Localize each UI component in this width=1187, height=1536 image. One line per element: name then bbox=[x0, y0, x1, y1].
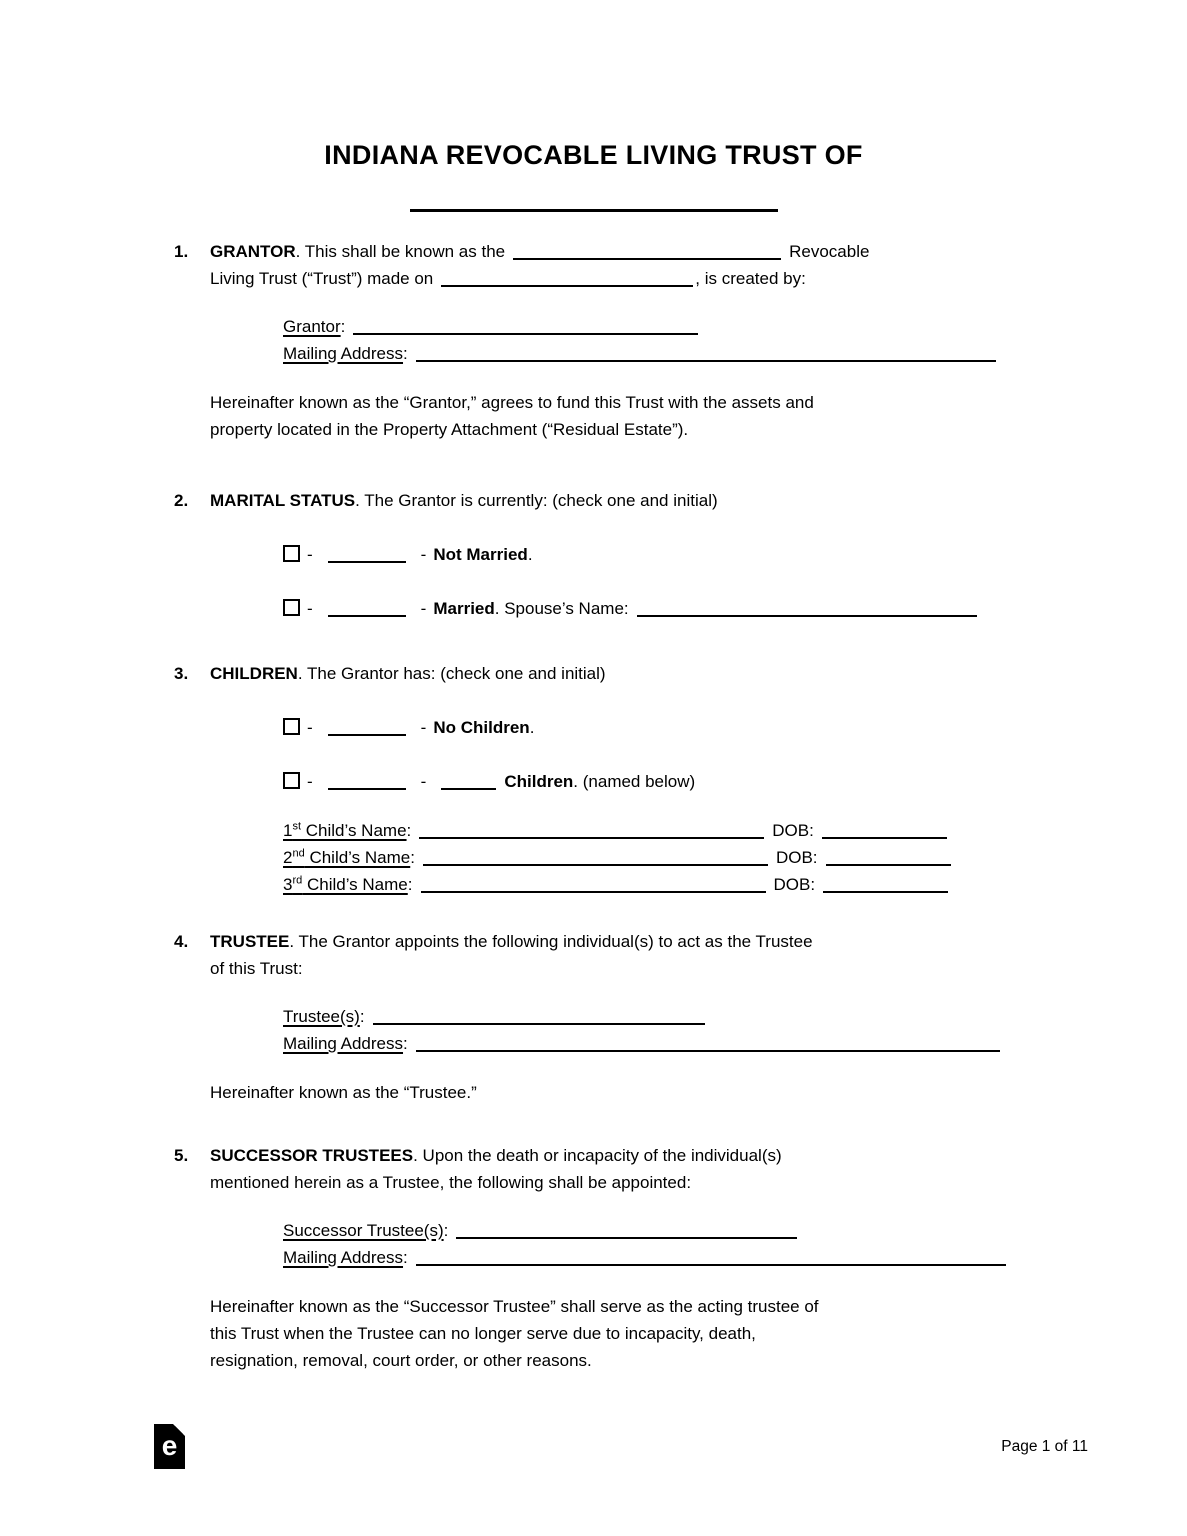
section-grantor bbox=[174, 238, 1187, 443]
text-run: , is created by: bbox=[695, 269, 806, 288]
children-name-rows bbox=[283, 817, 1090, 898]
paragraph bbox=[210, 389, 1090, 443]
eforms-logo-icon bbox=[154, 1424, 185, 1469]
text-line: resignation, removal, court order, or other reasons. bbox=[210, 1351, 592, 1370]
text-run: . bbox=[529, 718, 535, 737]
mailing-address-label: Mailing Address bbox=[283, 344, 404, 363]
child-3-name-blank[interactable] bbox=[421, 877, 766, 893]
text-line: of this Trust: bbox=[210, 959, 303, 978]
successor-trustee-label: Successor Trustee(s) bbox=[283, 1221, 444, 1240]
successor-trustee-field-row bbox=[283, 1217, 1090, 1244]
section-body bbox=[210, 487, 1090, 622]
trustee-name-blank[interactable] bbox=[373, 1009, 705, 1025]
colon: : bbox=[359, 1007, 365, 1026]
text-line: Hereinafter known as the “Successor Trustee” shall serve as the acting trustee of bbox=[210, 1297, 819, 1316]
grantor-mailing-address-blank[interactable] bbox=[416, 346, 996, 362]
label-text: Child’s Name bbox=[304, 848, 411, 867]
colon: : bbox=[406, 821, 412, 840]
text-run: . The Grantor appoints the following individual(s) to act as the Trustee bbox=[289, 932, 813, 951]
child-row bbox=[283, 817, 1090, 844]
text-line bbox=[210, 238, 1090, 265]
section-heading: CHILDREN bbox=[210, 664, 298, 683]
ordinal: 2 bbox=[283, 848, 293, 867]
text-line bbox=[210, 660, 1090, 687]
dash: - bbox=[420, 772, 427, 791]
section-heading: SUCCESSOR TRUSTEES bbox=[210, 1146, 414, 1165]
successor-mailing-address-blank[interactable] bbox=[416, 1250, 1006, 1266]
no-children-option-row bbox=[283, 714, 1090, 741]
page-number: Page 1 of 11 bbox=[1001, 1438, 1088, 1455]
child-row bbox=[283, 844, 1090, 871]
child-1-label bbox=[283, 821, 407, 840]
paragraph bbox=[210, 1079, 1090, 1106]
married-checkbox[interactable] bbox=[283, 599, 300, 616]
text-run: . The Grantor has: (check one and initial) bbox=[297, 664, 606, 683]
not-married-checkbox[interactable] bbox=[283, 545, 300, 562]
section-body bbox=[210, 660, 1090, 898]
section-body bbox=[210, 238, 1090, 443]
child-3-dob-blank[interactable] bbox=[823, 877, 948, 893]
dash: - bbox=[307, 718, 313, 737]
section-successor-trustees bbox=[174, 1142, 1187, 1374]
ordinal: 3 bbox=[283, 875, 293, 894]
child-2-dob-blank[interactable] bbox=[826, 850, 951, 866]
mailing-address-label: Mailing Address bbox=[283, 1248, 404, 1267]
colon: : bbox=[443, 1221, 449, 1240]
no-children-initials-blank[interactable] bbox=[328, 720, 406, 736]
section-marital-status bbox=[174, 487, 1187, 622]
text-run: . This shall be known as the bbox=[295, 242, 506, 261]
married-initials-blank[interactable] bbox=[328, 601, 406, 617]
child-1-name-blank[interactable] bbox=[419, 823, 764, 839]
dob-label: DOB: bbox=[775, 848, 818, 867]
section-number: 4. bbox=[174, 932, 189, 951]
field-group bbox=[283, 313, 1090, 367]
children-initials-blank[interactable] bbox=[328, 774, 406, 790]
ordinal: 1 bbox=[283, 821, 293, 840]
text-run: . bbox=[527, 545, 533, 564]
section-heading: GRANTOR bbox=[210, 242, 296, 261]
label-text: Child’s Name bbox=[301, 821, 407, 840]
colon: : bbox=[340, 317, 346, 336]
section-children bbox=[174, 660, 1187, 898]
dash: - bbox=[420, 545, 427, 564]
child-1-dob-blank[interactable] bbox=[822, 823, 947, 839]
child-2-label bbox=[283, 848, 410, 867]
section-heading: MARITAL STATUS bbox=[210, 491, 356, 510]
mailing-address-label: Mailing Address bbox=[283, 1034, 404, 1053]
text-line bbox=[210, 928, 1090, 955]
colon: : bbox=[403, 344, 408, 363]
trust-name-blank[interactable] bbox=[410, 209, 778, 212]
grantor-label: Grantor bbox=[283, 317, 341, 336]
child-row bbox=[283, 871, 1090, 898]
children-option-row bbox=[283, 768, 1090, 795]
married-option-row bbox=[283, 595, 1090, 622]
not-married-label: Not Married bbox=[433, 545, 528, 564]
grantor-field-row bbox=[283, 313, 1090, 340]
married-label: Married bbox=[433, 599, 495, 618]
children-label: Children bbox=[504, 772, 574, 791]
paragraph bbox=[210, 1293, 1090, 1374]
grantor-name-blank[interactable] bbox=[353, 319, 698, 335]
mailing-address-field-row bbox=[283, 1030, 1090, 1057]
logo-letter: e bbox=[161, 1430, 178, 1461]
trustee-label: Trustee(s) bbox=[283, 1007, 360, 1026]
ordinal-suffix: nd bbox=[292, 847, 305, 860]
dash: - bbox=[307, 545, 313, 564]
spouse-name-blank[interactable] bbox=[637, 601, 977, 617]
section-body bbox=[210, 1142, 1090, 1374]
colon: : bbox=[403, 1034, 408, 1053]
text-run: . Upon the death or incapacity of the individual(s) bbox=[413, 1146, 782, 1165]
colon: : bbox=[403, 1248, 408, 1267]
dash: - bbox=[307, 772, 313, 791]
mailing-address-field-row bbox=[283, 1244, 1090, 1271]
section-trustee bbox=[174, 928, 1187, 1106]
text-run: Living Trust (“Trust”) made on bbox=[210, 269, 434, 288]
colon: : bbox=[407, 875, 413, 894]
label-text: Child’s Name bbox=[302, 875, 408, 894]
field-group bbox=[283, 1217, 1090, 1271]
dash: - bbox=[420, 718, 427, 737]
child-3-label bbox=[283, 875, 408, 894]
dash: - bbox=[307, 599, 313, 618]
text-line: Hereinafter known as the “Trustee.” bbox=[210, 1083, 477, 1102]
dob-label: DOB: bbox=[772, 821, 814, 840]
trust-date-blank[interactable] bbox=[441, 271, 693, 287]
section-number: 1. bbox=[174, 242, 189, 261]
no-children-label: No Children bbox=[433, 718, 530, 737]
dash: - bbox=[420, 599, 427, 618]
text-line: mentioned herein as a Trustee, the following shall be appointed: bbox=[210, 1173, 692, 1192]
not-married-option-row bbox=[283, 541, 1090, 568]
text-line: property located in the Property Attachment (“Residual Estate”). bbox=[210, 420, 689, 439]
text-line bbox=[210, 265, 1090, 292]
text-line: this Trust when the Trustee can no longer serve due to incapacity, death, bbox=[210, 1324, 756, 1343]
text-line bbox=[210, 487, 1090, 514]
children-checkbox[interactable] bbox=[283, 772, 300, 789]
trustee-field-row bbox=[283, 1003, 1090, 1030]
child-2-name-blank[interactable] bbox=[423, 850, 768, 866]
trustee-mailing-address-blank[interactable] bbox=[416, 1036, 1000, 1052]
not-married-initials-blank[interactable] bbox=[328, 547, 406, 563]
text-run: . The Grantor is currently: (check one and initial) bbox=[355, 491, 718, 510]
text-line: Hereinafter known as the “Grantor,” agrees to fund this Trust with the assets and bbox=[210, 393, 814, 412]
section-number: 2. bbox=[174, 491, 189, 510]
dob-label: DOB: bbox=[773, 875, 816, 894]
text-line bbox=[210, 1142, 1090, 1169]
no-children-checkbox[interactable] bbox=[283, 718, 300, 735]
field-group bbox=[283, 1003, 1090, 1057]
trust-name-field-blank[interactable] bbox=[513, 244, 781, 260]
ordinal-suffix: st bbox=[292, 820, 302, 833]
mailing-address-field-row bbox=[283, 340, 1090, 367]
colon: : bbox=[410, 848, 415, 867]
text-run: Revocable bbox=[789, 242, 870, 261]
section-heading: TRUSTEE bbox=[210, 932, 290, 951]
successor-trustee-name-blank[interactable] bbox=[456, 1223, 797, 1239]
section-body bbox=[210, 928, 1090, 1106]
section-number: 5. bbox=[174, 1146, 189, 1165]
text-run: . (named below) bbox=[573, 772, 696, 791]
children-count-blank[interactable] bbox=[441, 774, 496, 790]
spouse-name-label: . Spouse’s Name: bbox=[494, 599, 629, 618]
page-title: INDIANA REVOCABLE LIVING TRUST OF bbox=[324, 140, 863, 170]
section-number: 3. bbox=[174, 664, 189, 683]
ordinal-suffix: rd bbox=[292, 874, 303, 887]
